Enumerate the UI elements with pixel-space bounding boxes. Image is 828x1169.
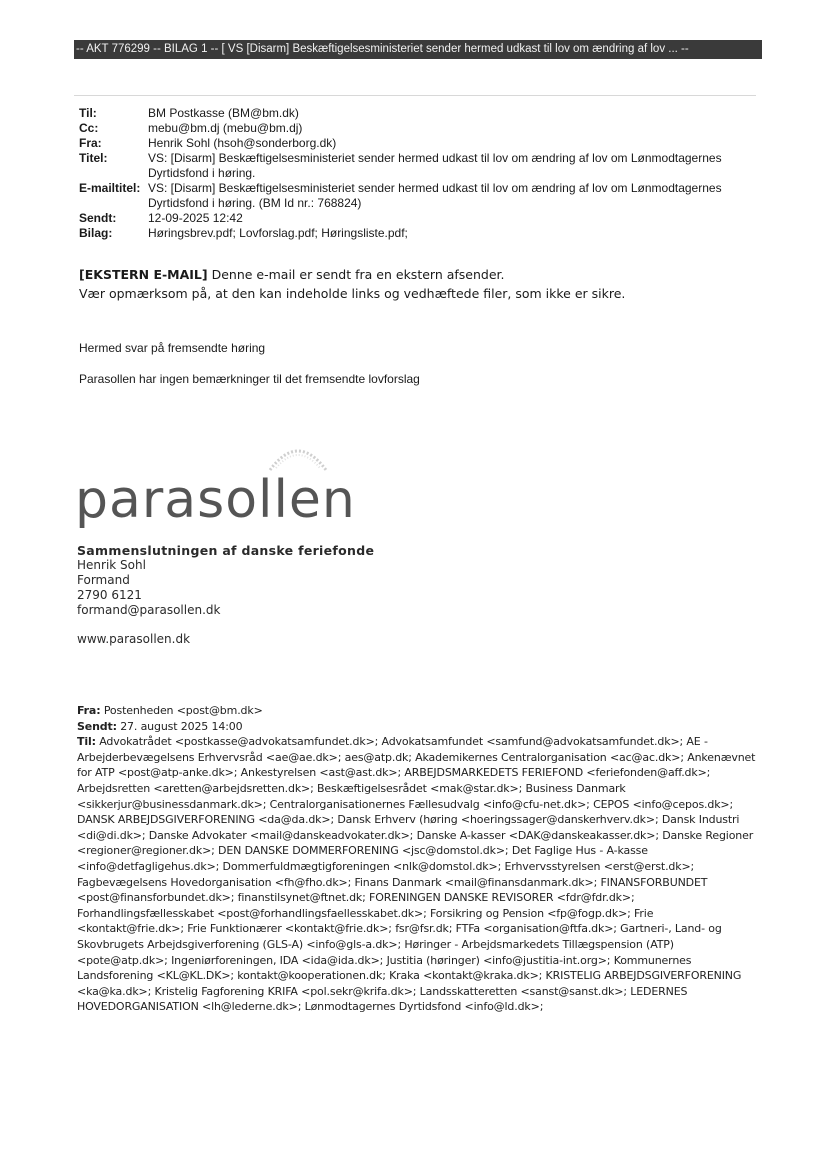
reply-line2: Parasollen har ingen bemærkninger til det fremsendte lovforslag xyxy=(79,372,420,386)
reply-line1: Hermed svar på fremsendte høring xyxy=(79,341,266,355)
cc-value: mebu@bm.dj (mebu@bm.dj) xyxy=(148,121,303,135)
title-label: Titel: xyxy=(79,151,108,165)
forwarded-to-value: Advokatrådet <postkasse@advokatsamfundet.dk>; Advokatsamfundet <samfund@advokatsamfundet.dk>; AE - Arbejderbevægelsens Erhvervsråd <ae@ae.dk>; aes@atp.dk; Akademikernes Centralorganisation <ac@ac.dk>; Ankenævnet for ATP <post@atp-anke.dk>; Ankestyrelsen <ast@ast.dk>; ARBEJDSMARKEDETS FERIEFOND <feriefonden@aff.dk>; Arbejdsretten <aretten@arbejdsretten.dk>; Beskæftigelsesrådet <mak@star.dk>; Business Danmark <sikkerjur@businessdanmark.dk>; Centralorganisationernes Fællesudvalg <info@cfu-net.dk>; CEPOS <info@cepos.dk>; DANSK ARBEJDSGIVERFORENING <da@da.dk>; Dansk Erhverv (høring <hoeringssager@danskerhverv.dk>; Dansk Industri <di@di.dk>; Danske Advokater <mail@danskeadvokater.dk>; Danske A-kasser <DAK@danskeakasser.dk>; Danske Regioner <regioner@regioner.dk>; DEN DANSKE DOMMERFORENING <jsc@domstol.dk>; Det Faglige Hus - A-kasse <info@detfagligehus.dk>; Dommerfuldmægtigforeningen <nlk@domstol.dk>; Erhvervsstyrelsen <erst@erst.dk>; Fagbevægelsens Hovedorganisation <fh@fho.dk>; Finans Danmark <mail@finansdanmark.dk>; FINANSFORBUNDET <post@finansforbundet.dk>; finanstilsynet@ftnet.dk; FORENINGEN DANSKE REVISORER <fdr@fdr.dk>; Forhandlingsfællesskabet <post@forhandlingsfaellesskabet.dk>; Forsikring og Pension <fp@fogp.dk>; Frie <kontakt@frie.dk>; Frie Funktionærer <kontakt@frie.dk>; fsr@fsr.dk; FTFa <organisation@ftfa.dk>; Gartneri-, Land- og Skovbrugets Arbejdsgiverforening (GLS-A) <info@gls-a.dk>; Høringer - Arbejdsmarkedets Tillægspension (ATP) <pote@atp.dk>; Ingeniørforeningen, IDA <ida@ida.dk>; Justitia (høringer) <info@justitia-int.org>; Kommunernes Landsforening <KL@KL.DK>; kontakt@kooperationen.dk; Kraka <kontakt@kraka.dk>; KRISTELIG ARBEJDSGIVERFORENING <ka@ka.dk>; Kristelig Fagforening KRIFA <pol.sekr@krifa.dk>; Landsskatteretten <sanst@sanst.dk>; LEDERNES HOVEDORGANISATION <lh@lederne.dk>; Lønmodtagernes Dyrtidsfond <info@ld.dk>; xyxy=(77,735,756,1014)
header-row-cc xyxy=(79,121,769,136)
external-warning-line2: Vær opmærksom på, at den kan indeholde links og vedhæftede filer, som ikke er sikre. xyxy=(79,286,626,301)
header-row-sent xyxy=(79,211,769,226)
divider xyxy=(74,95,756,96)
signature-org: Sammenslutningen af danske feriefonde xyxy=(77,543,375,558)
title-value: VS: [Disarm] Beskæftigelsesministeriet sender hermed udkast til lov om ændring af lov om Lønmodtagernes Dyrtidsfond i høring. xyxy=(148,151,722,180)
from-label: Fra: xyxy=(79,136,102,150)
attachments-label: Bilag: xyxy=(79,226,113,240)
forwarded-sent-row xyxy=(77,719,757,735)
sent-label: Sendt: xyxy=(79,211,117,225)
attachments-value: Høringsbrev.pdf; Lovforslag.pdf; Høringsliste.pdf; xyxy=(148,226,408,240)
signature-name: Henrik Sohl xyxy=(77,558,146,572)
header-row-to xyxy=(79,106,769,121)
external-warning-line1 xyxy=(79,265,625,284)
email-header xyxy=(79,106,769,241)
external-line1-text: Denne e-mail er sendt fra en ekstern afsender. xyxy=(207,267,505,282)
emailtitle-value: VS: [Disarm] Beskæftigelsesministeriet sender hermed udkast til lov om ændring af lov om Lønmodtagernes Dyrtidsfond i høring. (BM Id nr.: 768824) xyxy=(148,181,722,210)
signature-phone: 2790 6121 xyxy=(77,588,142,602)
header-row-attachments xyxy=(79,226,769,241)
forwarded-sent-value: 27. august 2025 14:00 xyxy=(116,719,243,733)
header-row-emailtitle xyxy=(79,181,769,211)
emailtitle-label: E-mailtitel: xyxy=(79,181,141,195)
cc-label: Cc: xyxy=(79,121,99,135)
sent-value: 12-09-2025 12:42 xyxy=(148,211,243,225)
signature-role: Formand xyxy=(77,573,130,587)
forwarded-to-label: Til: xyxy=(77,735,96,749)
forwarded-from-label: Fra: xyxy=(77,704,101,717)
parasollen-logo: parasollen xyxy=(75,470,356,530)
forwarded-from-value: Postenheden <post@bm.dk> xyxy=(100,704,263,717)
to-label: Til: xyxy=(79,106,97,120)
to-value: BM Postkasse (BM@bm.dk) xyxy=(148,106,299,120)
signature-website[interactable]: www.parasollen.dk xyxy=(77,632,191,646)
signature-email[interactable]: formand@parasollen.dk xyxy=(77,603,221,617)
header-row-title xyxy=(79,151,769,181)
forwarded-sent-label: Sendt: xyxy=(77,719,117,733)
external-tag: [EKSTERN E-MAIL] xyxy=(79,267,208,282)
header-row-from xyxy=(79,136,769,151)
forwarded-from-row xyxy=(77,703,757,719)
from-value: Henrik Sohl (hsoh@sonderborg.dk) xyxy=(148,136,337,150)
akt-banner: -- AKT 776299 -- BILAG 1 -- [ VS [Disarm] Beskæftigelsesministeriet sender hermed udkast til lov om ændring af lov ... -- xyxy=(74,40,762,59)
external-email-warning xyxy=(79,265,625,303)
forwarded-to-row xyxy=(77,734,757,1015)
signature-block xyxy=(77,543,374,647)
forwarded-message-header xyxy=(77,703,757,1015)
